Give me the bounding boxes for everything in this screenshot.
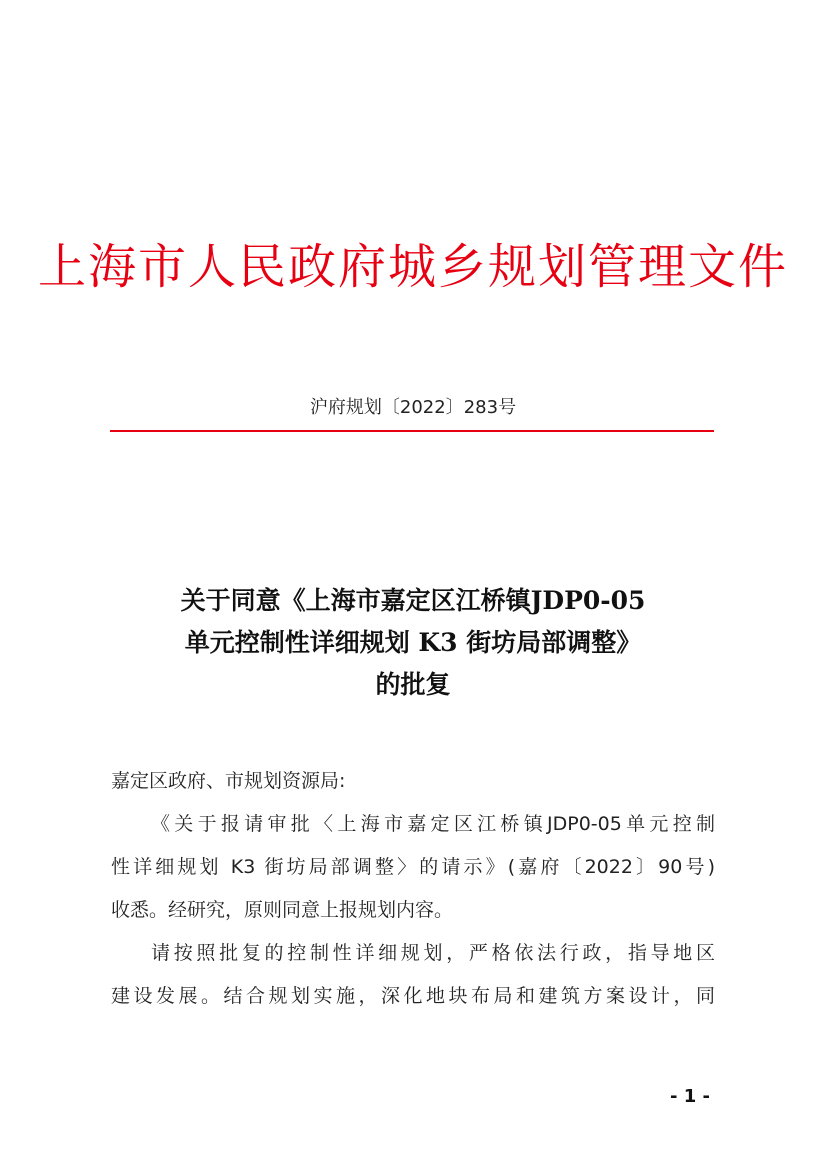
paragraph-1-line: 《关于报请审批〈上海市嘉定区江桥镇JDP0-05单元控制 [151,813,715,835]
document-number: 沪府规划〔2022〕283号 [309,397,517,418]
paragraph-2-line: 请按照批复的控制性详细规划，严格依法行政，指导地区 [151,942,715,964]
document-title [0,580,826,706]
title-line: 关于同意《上海市嘉定区江桥镇JDP0-05 [180,586,646,615]
masthead-title: 上海市人民政府城乡规划管理文件 [37,239,788,295]
paragraph-2-line: 建设发展。结合规划实施，深化地块布局和建筑方案设计，同 [111,985,715,1007]
title-line: 单元控制性详细规划 K3 街坊局部调整》 [184,628,642,657]
document-body [111,760,715,1018]
red-divider-line [110,430,714,432]
paragraph-1-line: 性详细规划 K3 街坊局部调整〉的请示》(嘉府〔2022〕90号) [111,856,715,878]
recipient-line: 嘉定区政府、市规划资源局: [111,770,346,792]
paragraph-1-line: 收悉。经研究，原则同意上报规划内容。 [111,899,454,921]
title-line: 的批复 [375,670,451,699]
page-number: - 1 - [670,1086,710,1107]
